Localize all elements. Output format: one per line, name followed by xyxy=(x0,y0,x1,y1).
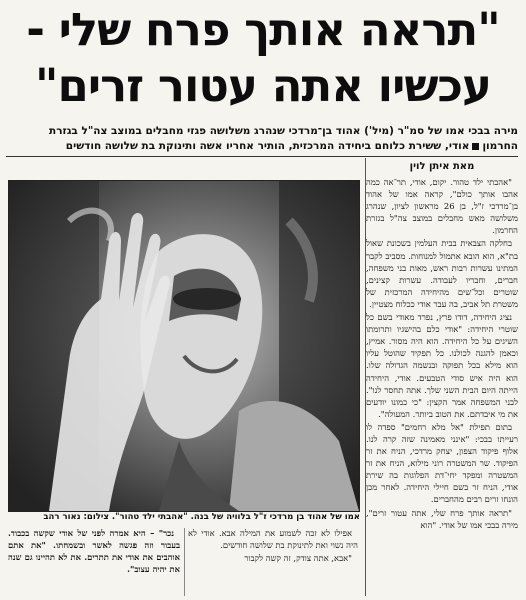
square-bullet-icon xyxy=(472,143,479,150)
article-column-left xyxy=(8,527,180,597)
article-column-middle xyxy=(188,527,358,597)
column-divider-bottom xyxy=(184,528,185,596)
paragraph: נציג היחידה, דודו פרץ, נפרד מאודי בשם כל שוטרי היחידה: "אודי כלם בהישגיו ותרומתו השיגים על כל היחידה. הוא היה מסור. אמיץ, וכאמן להגנה לכולנו. כל תפקיד שהוטל עליו הוא מילא בכל תפוקה ובנשמה הגדולה שלו. הוא היה איש סודי הטבעים. אודי, היחידה הייתה היום הבית השני שלך. אתה תחסר לנו". לבני המשפחה אמר הקצין: "כי כמונו יודעים את מי איבדתם. את הטוב ביותר. המעולה". xyxy=(366,312,518,419)
paragraph: אפילו לא זכה לשמוע את המילה אבא. אודי לא היה נשוי ואת לתינוקת בת שלושה חודשים. xyxy=(188,528,358,551)
paragraph: "אבא, אתה צודק, זה קשה לקבור xyxy=(244,553,352,564)
photo-caption: אמו של אהוד בן מרדכי ז"ל בלוויה של בנה. "אהבתי ילד טהור". צילום: נאור רהב xyxy=(43,512,360,522)
byline: מאת איתן לוין xyxy=(409,161,475,172)
paragraph: "תראה אותך פרח שלי, אתה עטור זרים", מירה בבכי אמו של אודי. "הוא xyxy=(366,507,518,530)
article-column-right xyxy=(366,176,518,594)
subhead-line-2-end: אודי, ששירת כלוחם ביחידה המרכזית, הותיר אחריו אשה ותינוקת בת שלושה חודשים xyxy=(65,140,470,152)
headline-line-1: "תראה אותך פרח שלי - xyxy=(26,3,500,56)
paragraph: נכר" – היא אמרה לפני של אודי שקשה בכבוד. בעבור וזה פגשה לאשר ובשמחתו. "את אתם אוהבים את אודי את תתרים. את לא תהיינו גם שנה את יהיה עצוב". xyxy=(8,528,180,575)
subhead-line-2 xyxy=(6,139,518,154)
paragraph: "אהבתי ילד טהור. יקום, אודי, תר־אה כמה אהבו אותך כולם", קראה אמו של אהוד בן־מרדכי ז"ל, בן 26 מראשון לציון, שנהרג משלושה מאש מחבלים במוצב צה"ל בגזרת החרמון. xyxy=(366,177,518,236)
paragraph: בתום תפילת "אל מלא רחמים" ספדה לו רעייתו בבכי: "אינני מאמינה שזה קרה לנו. אלוף פיקוד הצפון, יצחק מרדכי, הניח את זר הפיקוד. שר המשטרה רוני מילוא, הניח את זר המשטרה ומפקד יחי־דת הפלוגות בה שירת אודי, הניח זר בשם חיילי היחידה. לאחר מכן הונחו זרים רבים מהחברים. xyxy=(366,421,518,505)
funeral-photo xyxy=(8,180,360,512)
paragraph: בחלקה הצבאית בבית העלמין בשכונת שאול בת"א, הוא הובא אתמול למנוחות. מסביב לקבר המתינו עשרות רבות ראש, מאות בני משפחה, חברים, וחבריו לעבודה. עשרות קצינים, שוטרים וכל־שים מהיחידה המרכזית של משטרת תל אביב, בה עבר אודי ככלוח מצטיין. xyxy=(366,238,518,309)
subhead-line-1: מירה בבכי אמו של סמ"ר (מיל') אהוד בן־מרדכי שנהרג משלושה פגזי מחבלים במוצב צה"ל בגזרת xyxy=(49,125,518,137)
header-rule xyxy=(6,156,518,157)
headline-line-2: עכשיו אתה עטור זרים" xyxy=(35,59,491,112)
subheadline xyxy=(6,124,518,154)
subhead-line-2-start: החרמון xyxy=(482,140,518,152)
